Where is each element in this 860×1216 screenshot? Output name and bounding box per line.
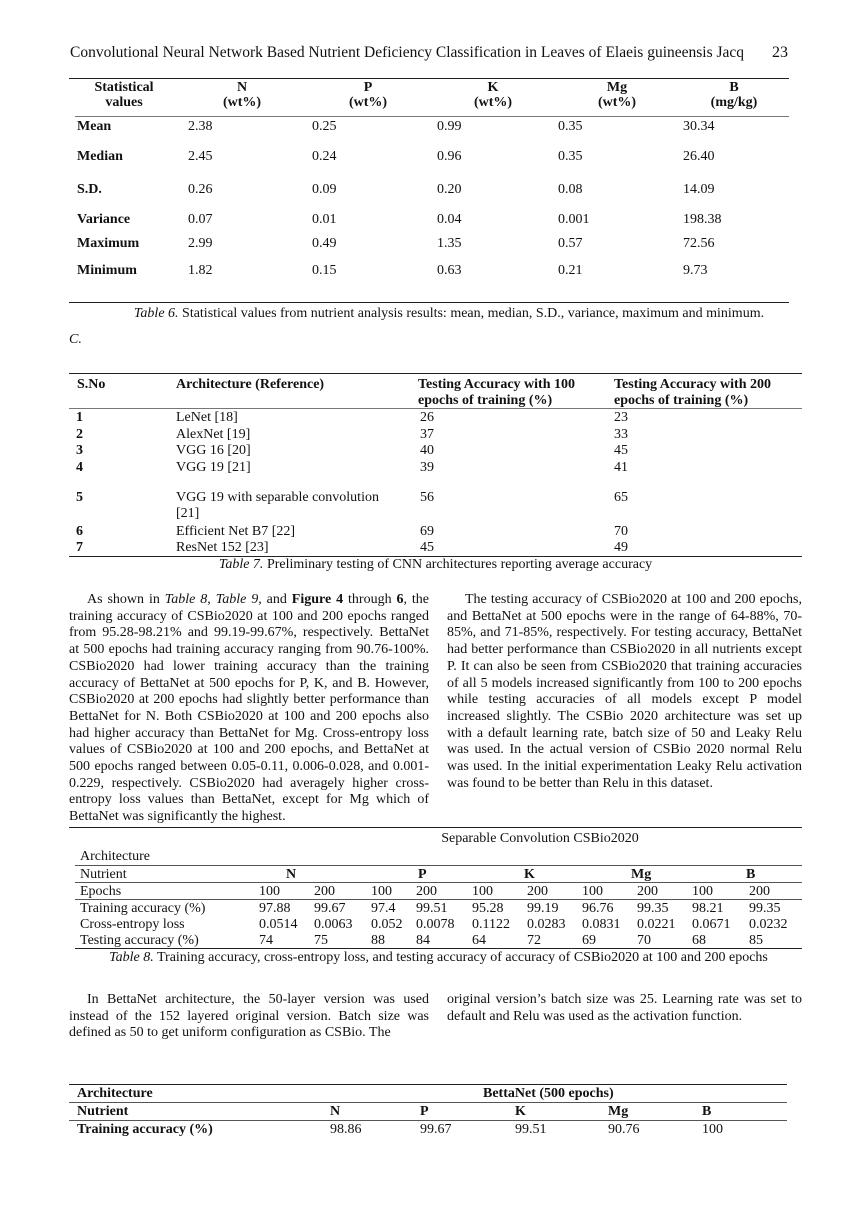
table8-cell: 88 <box>371 933 385 948</box>
table8-epoch-header: 200 <box>749 884 770 899</box>
table7-caption: Table 7. Preliminary testing of CNN architectures reporting average accuracy <box>218 557 653 572</box>
table6-cell: 0.21 <box>558 263 583 278</box>
table8-cell: 0.0671 <box>692 917 731 932</box>
table8-cell: 0.0831 <box>582 917 621 932</box>
table8-epoch-header: 200 <box>314 884 335 899</box>
table7-cell: 45 <box>420 540 434 555</box>
table6-cell: 0.09 <box>312 182 337 197</box>
table9-nutrient-header: P <box>420 1104 429 1119</box>
table7-cell: 23 <box>614 410 628 425</box>
table8-cell: 95.28 <box>472 901 504 916</box>
section-marker: C. <box>69 332 82 347</box>
table8-row-label: Testing accuracy (%) <box>80 933 199 948</box>
table9-cell: 100 <box>702 1122 723 1137</box>
table8-architecture-label: Architecture <box>80 849 150 864</box>
table6-cell: 30.34 <box>683 119 715 134</box>
table7-header-sno: S.No <box>77 377 106 392</box>
table7-row-number: 6 <box>76 524 83 539</box>
table7-top-rule <box>69 373 802 374</box>
table6-col-header: Statistical values <box>94 80 154 110</box>
table8-cell: 0.0221 <box>637 917 676 932</box>
table9-nutrient-label: Nutrient <box>77 1104 129 1119</box>
table6-cell: 1.35 <box>437 236 462 251</box>
table7-architecture: VGG 16 [20] <box>176 443 251 458</box>
table6 <box>69 80 789 110</box>
table8-epoch-header: 100 <box>371 884 392 899</box>
table6-col-header: P (wt%) <box>348 80 388 110</box>
table8-cell: 69 <box>582 933 596 948</box>
table6-cell: 0.63 <box>437 263 462 278</box>
table7-cell: 40 <box>420 443 434 458</box>
table8-top-rule <box>69 827 802 828</box>
table9-architecture-label: Architecture <box>77 1086 153 1101</box>
table8-epoch-header: 200 <box>637 884 658 899</box>
table8-cell: 75 <box>314 933 328 948</box>
table7-row-number: 3 <box>76 443 83 458</box>
table7-architecture: LeNet [18] <box>176 410 238 425</box>
table9-cell: 90.76 <box>608 1122 640 1137</box>
table8-cell: 0.052 <box>371 917 403 932</box>
table8-cell: 64 <box>472 933 486 948</box>
table8-nutrient-header: Mg <box>631 867 652 882</box>
table7-architecture: ResNet 152 [23] <box>176 540 269 555</box>
table7-row-number: 2 <box>76 427 83 442</box>
table8-cell: 0.0232 <box>749 917 788 932</box>
table9-cell: 99.67 <box>420 1122 452 1137</box>
table8-nutrient-header: B <box>746 867 756 882</box>
table7-cell: 69 <box>420 524 434 539</box>
table8-epochs-rule <box>75 899 802 900</box>
table9-cell: 98.86 <box>330 1122 362 1137</box>
table6-cell: 2.99 <box>188 236 213 251</box>
paragraph-left-1: As shown in Table 8, Table 9, and Figure 4 through 6, the training accuracy of CSBio2020 at 100 and 200 epochs ranged from 95.28-98.21% and 99.19-99.67%, respectively. BettaNet at 500 epochs had training accuracy ranging from 90.76-100%. CSBio2020 had lower training accuracy than the training accuracy of BettaNet at 500 epochs for P, K, and B. However, CSBio2020 at 200 epochs had slightly better performance than BettaNet for N. Both CSBio2020 at 100 and 200 epochs also had higher accuracy than BettaNet for Mg. Cross-entropy loss values of CSBio2020 at 100 and 200 epochs, and BettaNet at 500 epochs ranged between 0.05-0.11, 0.006-0.028, and 0.001-0.229, respectively. CSBio2020 had averagely higher cross-entropy loss values than BettaNet, except for Mg which of BettaNet was significantly the highest. <box>69 592 430 825</box>
table8-cell: 0.0078 <box>416 917 455 932</box>
table8-epoch-header: 200 <box>416 884 437 899</box>
table6-caption: Table 6. Statistical values from nutrient analysis results: mean, median, S.D., variance, maximum and minimum. <box>133 306 765 321</box>
table7-row-number: 5 <box>76 490 83 505</box>
table6-cell: 0.57 <box>558 236 583 251</box>
table6-header-rule <box>75 116 789 117</box>
table6-cell: 72.56 <box>683 236 715 251</box>
table6-cell: 0.49 <box>312 236 337 251</box>
table8-cell: 0.0514 <box>259 917 298 932</box>
table6-cell: 0.20 <box>437 182 462 197</box>
table7-cell: 41 <box>614 460 628 475</box>
table8-bottom-rule <box>75 948 802 949</box>
table6-cell: 9.73 <box>683 263 708 278</box>
table6-cell: 0.01 <box>312 212 337 227</box>
table7-cell: 65 <box>614 490 628 505</box>
table6-cell: 0.99 <box>437 119 462 134</box>
table8-cell: 0.0283 <box>527 917 566 932</box>
table7-row-number: 4 <box>76 460 83 475</box>
table6-header-row <box>69 80 789 110</box>
table6-cell: 2.38 <box>188 119 213 134</box>
table7-header-acc100: Testing Accuracy with 100 epochs of training (%) <box>418 377 575 408</box>
table8-epoch-header: 100 <box>472 884 493 899</box>
table8-epoch-header: 100 <box>692 884 713 899</box>
table6-cell: 0.08 <box>558 182 583 197</box>
table6-cell: 2.45 <box>188 149 213 164</box>
table6-cell: 0.25 <box>312 119 337 134</box>
table9-nutrient-rule <box>69 1120 787 1121</box>
table6-cell: 0.35 <box>558 119 583 134</box>
table8-epoch-header: 100 <box>582 884 603 899</box>
table8-caption: Table 8. Training accuracy, cross-entropy loss, and testing accuracy of accuracy of CSBio2020 at 100 and 200 epochs <box>109 950 768 965</box>
table6-row-label: Minimum <box>77 263 137 278</box>
table8-row-label: Training accuracy (%) <box>80 901 206 916</box>
table7-cell: 56 <box>420 490 434 505</box>
table7-header-architecture: Architecture (Reference) <box>176 377 325 392</box>
table7-header-rule <box>69 408 802 409</box>
table9-row-label: Training accuracy (%) <box>77 1122 213 1137</box>
table7-cell: 39 <box>420 460 434 475</box>
table7-cell: 70 <box>614 524 628 539</box>
table8-epochs-label: Epochs <box>80 884 122 899</box>
table6-top-rule <box>69 78 789 79</box>
table8-nutrient-header: K <box>524 867 535 882</box>
table8-cell: 99.35 <box>637 901 669 916</box>
table8-group-title: Separable Convolution CSBio2020 <box>441 831 639 846</box>
table8-row-label: Cross-entropy loss <box>80 917 185 932</box>
table8-cell: 0.1122 <box>472 917 510 932</box>
table8-cell: 99.67 <box>314 901 346 916</box>
table8-nutrient-header: N <box>286 867 297 882</box>
table8-cell: 96.76 <box>582 901 614 916</box>
table6-col-header: K (wt%) <box>473 80 513 110</box>
table9-top-rule <box>69 1084 787 1085</box>
table7-architecture: Efficient Net B7 [22] <box>176 524 296 539</box>
table7-architecture: VGG 19 with separable convolution [21] <box>176 490 379 521</box>
table9-nutrient-header: K <box>515 1104 526 1119</box>
table6-bottom-rule <box>69 302 789 303</box>
table6-cell: 1.82 <box>188 263 213 278</box>
table9-cell: 99.51 <box>515 1122 547 1137</box>
page-number: 23 <box>772 44 788 61</box>
table8-epoch-header: 100 <box>259 884 280 899</box>
table6-cell: 0.26 <box>188 182 213 197</box>
table7-architecture: AlexNet [19] <box>176 427 251 442</box>
table8-nutrient-label: Nutrient <box>80 867 127 882</box>
table8-cell: 97.4 <box>371 901 396 916</box>
table8-cell: 74 <box>259 933 273 948</box>
table8-epoch-header: 200 <box>527 884 548 899</box>
table9-nutrient-header: N <box>330 1104 341 1119</box>
table6-cell: 0.001 <box>558 212 590 227</box>
table7-cell: 37 <box>420 427 434 442</box>
table9-group-rule <box>69 1102 787 1103</box>
table6-cell: 198.38 <box>683 212 722 227</box>
table6-row-label: S.D. <box>77 182 102 197</box>
table8-cell: 84 <box>416 933 430 948</box>
table7-cell: 33 <box>614 427 628 442</box>
paragraph-left-2: In BettaNet architecture, the 50-layer version was used instead of the 152 layered original version. Batch size was defined as 50 to get uniform configuration as CSBio. The <box>69 992 429 1041</box>
table7-row-number: 1 <box>76 410 83 425</box>
table8-nutrient-rule <box>75 882 802 883</box>
paragraph-right-2: original version’s batch size was 25. Learning rate was set to default and Relu was used as the activation function. <box>447 992 802 1024</box>
table8-cell: 70 <box>637 933 651 948</box>
paragraph-right-1: The testing accuracy of CSBio2020 at 100 and 200 epochs, and BettaNet at 500 epochs were in the range of 64-88%, 70-85%, and 71-85%, respectively. For testing accuracy, BettaNet had better performance than CSBio2020 in all nutrients except P. It can also be seen from CSBio2020 that training accuracies of all 5 models increased significantly from 100 to 200 epochs while testing accuracies of all models except P model increased slightly. The CSBio 2020 architecture was set up with a default learning rate, batch size of 50 and Leaky Relu was used. In the actual version of CSBio 2020 normal Relu was used. In the initial experimentation Leaky Relu activation was found to be better than Relu in this dataset. <box>447 592 802 791</box>
table7-cell: 26 <box>420 410 434 425</box>
table6-cell: 26.40 <box>683 149 715 164</box>
table6-cell: 0.15 <box>312 263 337 278</box>
table7-row-number: 7 <box>76 540 83 555</box>
table6-cell: 0.96 <box>437 149 462 164</box>
table7-header-acc200: Testing Accuracy with 200 epochs of training (%) <box>614 377 771 408</box>
table8-cell: 0.0063 <box>314 917 353 932</box>
table7-cell: 49 <box>614 540 628 555</box>
table6-cell: 0.35 <box>558 149 583 164</box>
table8-cell: 99.35 <box>749 901 781 916</box>
table6-col-header: B (mg/kg) <box>710 80 758 110</box>
table9-nutrient-header: Mg <box>608 1104 629 1119</box>
table8-cell: 97.88 <box>259 901 291 916</box>
table8-nutrient-header: P <box>418 867 427 882</box>
table8-header-rule <box>75 865 802 866</box>
table9-nutrient-header: B <box>702 1104 712 1119</box>
table8-cell: 99.51 <box>416 901 448 916</box>
running-header-title: Convolutional Neural Network Based Nutrient Deficiency Classification in Leaves of Elaeis guineensis Jacq <box>70 44 745 61</box>
table6-cell: 14.09 <box>683 182 715 197</box>
table7-cell: 45 <box>614 443 628 458</box>
table8-cell: 68 <box>692 933 706 948</box>
table6-col-header: Mg (wt%) <box>597 80 637 110</box>
table6-row-label: Variance <box>77 212 131 227</box>
table6-row-label: Median <box>77 149 123 164</box>
table6-row-label: Mean <box>77 119 112 134</box>
table8-cell: 85 <box>749 933 763 948</box>
table6-cell: 0.07 <box>188 212 213 227</box>
table6-col-header: N (wt%) <box>222 80 262 110</box>
table7-architecture: VGG 19 [21] <box>176 460 251 475</box>
table8-cell: 98.21 <box>692 901 724 916</box>
table8-cell: 72 <box>527 933 541 948</box>
table6-cell: 0.04 <box>437 212 462 227</box>
table9-group-title: BettaNet (500 epochs) <box>483 1086 614 1101</box>
table6-row-label: Maximum <box>77 236 140 251</box>
table6-cell: 0.24 <box>312 149 337 164</box>
table8-cell: 99.19 <box>527 901 559 916</box>
